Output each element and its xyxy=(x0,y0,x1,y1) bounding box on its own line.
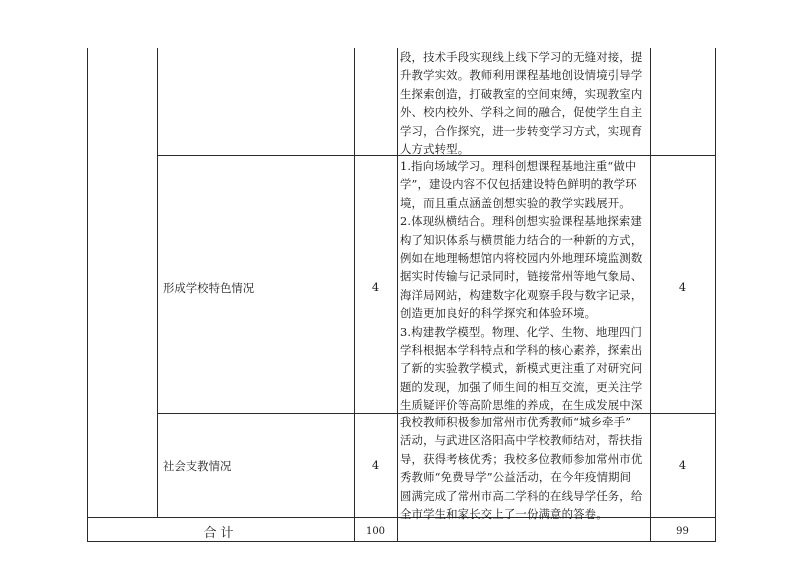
row-2-got: 4 xyxy=(678,458,687,472)
table-border-right xyxy=(715,48,716,542)
total-label: 合计 xyxy=(203,526,238,541)
total-score: 100 xyxy=(365,526,386,537)
row-1-content xyxy=(400,157,642,415)
content-line: 创造更加良好的科学探究和体验环境。 xyxy=(400,306,597,321)
score-table xyxy=(87,48,716,542)
content-line: 海洋局网站，构建数字化观察手段与数字记录， xyxy=(400,287,643,302)
row-1-got: 4 xyxy=(678,280,687,294)
content-line: 圆满完成了常州市高二学科的在线导学任务，给 xyxy=(400,488,643,503)
content-line: 人方式转型。 xyxy=(400,142,470,157)
row-0-content xyxy=(400,48,642,158)
content-line: 例如在地理畅想馆内将校园内外地理环境监测数 xyxy=(400,251,643,266)
content-line: 导，获得考核优秀；我校多位教师参加常州市优 xyxy=(400,451,643,466)
table-border-left xyxy=(87,48,88,542)
content-line: 了新的实验教学模式，新模式更注重了对研究问 xyxy=(400,361,643,376)
content-line: 我校教师积极参加常州市优秀教师“城乡牵手” xyxy=(400,415,632,429)
content-line: 外、校内校外、学科之间的融合，促使学生自主 xyxy=(400,105,643,120)
table-divider-1 xyxy=(157,48,158,517)
total-got: 99 xyxy=(676,526,689,537)
row-1-item: 形成学校特色情况 xyxy=(163,281,255,295)
content-line: 题的发现，加强了师生间的相互交流，更关注学 xyxy=(400,379,643,394)
content-line: 构了知识体系与横贯能力结合的一种新的方式， xyxy=(400,232,643,247)
row-2-content xyxy=(400,413,642,523)
content-line: 全市学生和家长交上了一份满意的答卷。 xyxy=(400,507,608,522)
table-divider-3 xyxy=(397,48,398,542)
row-2-score: 4 xyxy=(371,458,380,472)
content-line: 生探索创造，打破教室的空间束缚，实现教室内 xyxy=(400,86,643,101)
content-line: 学科根据本学科特点和学科的核心素养，探索出 xyxy=(400,343,643,358)
content-line: 学习，合作探究，进一步转变学习方式，实现育 xyxy=(400,123,643,138)
table-border-bottom xyxy=(87,541,715,542)
content-line: 生质疑评价等高阶思维的养成，在生成发展中深 xyxy=(400,398,643,413)
content-line: 2.体现纵横结合。理科创想实验课程基地探索建 xyxy=(400,214,642,229)
content-line: 3.构建教学模型。物理、化学、生物、地理四门 xyxy=(400,324,642,339)
row-2-item: 社会支教情况 xyxy=(163,459,232,473)
content-line: 秀教师“免费导学”公益活动，在今年疫情期间 xyxy=(400,470,632,485)
content-line: 境，而且重点涵盖创想实验的教学实践展开。 xyxy=(400,195,631,210)
content-line: 学”，建设内容不仅包括建设特色鲜明的教学环 xyxy=(400,177,637,192)
content-line: 段，技术手段实现线上线下学习的无缝对接，提 xyxy=(400,50,643,64)
content-line: 活动，与武进区洛阳高中学校教师结对，帮扶指 xyxy=(400,433,643,448)
content-line: 升教学实效。教师利用课程基地创设情境引导学 xyxy=(400,68,643,83)
content-line: 1.指向场域学习。理科创想课程基地注重“做中 xyxy=(400,159,637,173)
row-1-score: 4 xyxy=(371,280,380,294)
content-line: 据实时传输与记录同时，链接常州等地气象局、 xyxy=(400,269,643,284)
